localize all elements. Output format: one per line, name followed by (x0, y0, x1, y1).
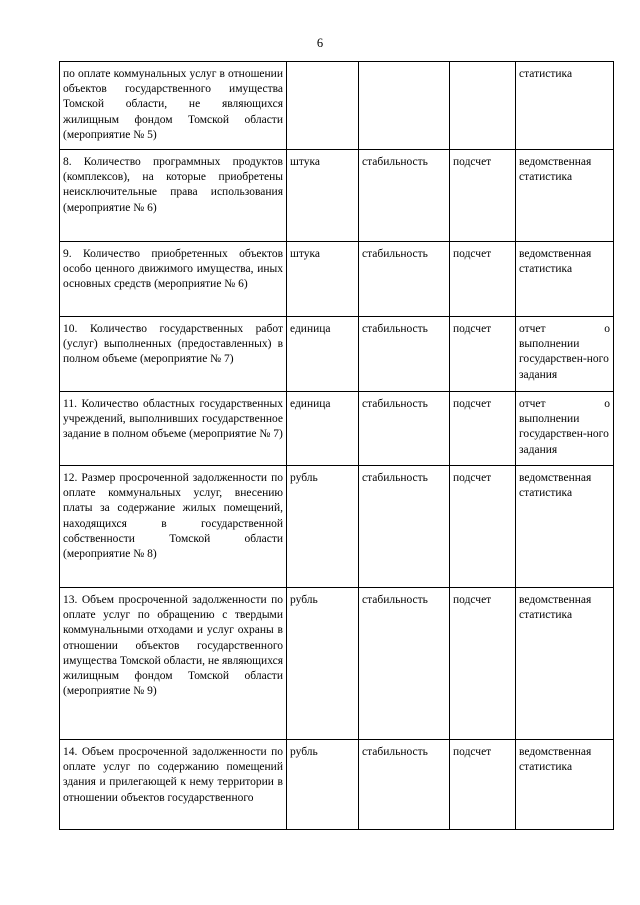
table-row (60, 150, 614, 242)
indicator-name-cell: по оплате коммунальных услуг в отношении объектов государственного имущества Томской области, не являющихся жилищным фондом Томской области (мероприятие № 5) (60, 62, 287, 150)
source-cell: ведомственная статистика (516, 242, 614, 317)
indicator-name-cell: 12. Размер просроченной задолженности по оплате коммунальных услуг, внесению платы за содержание жилых помещений, находящихся в государственной собственности Томской области (мероприятие № 8) (60, 466, 287, 588)
source-cell: статистика (516, 62, 614, 150)
source-cell: отчет о выполнении государствен-ного задания (516, 317, 614, 392)
method-cell: подсчет (450, 392, 516, 466)
method-cell: подсчет (450, 242, 516, 317)
method-cell: подсчет (450, 466, 516, 588)
dynamics-cell: стабильность (359, 392, 450, 466)
source-cell: ведомственная статистика (516, 466, 614, 588)
method-cell: подсчет (450, 740, 516, 830)
unit-cell (287, 62, 359, 150)
method-cell: подсчет (450, 317, 516, 392)
indicator-name-cell: 9. Количество приобретенных объектов особо ценного движимого имущества, иных основных средств (мероприятие № 6) (60, 242, 287, 317)
unit-cell: рубль (287, 588, 359, 740)
method-cell: подсчет (450, 588, 516, 740)
unit-cell: рубль (287, 740, 359, 830)
source-cell: отчет о выполнении государствен-ного задания (516, 392, 614, 466)
dynamics-cell (359, 62, 450, 150)
unit-cell: штука (287, 150, 359, 242)
dynamics-cell: стабильность (359, 466, 450, 588)
indicator-name-cell: 14. Объем просроченной задолженности по оплате услуг по содержанию помещений здания и прилегающей к нему территории в отношении объектов государственного (60, 740, 287, 830)
table-row (60, 588, 614, 740)
method-cell (450, 62, 516, 150)
unit-cell: штука (287, 242, 359, 317)
indicator-name-cell: 10. Количество государственных работ (услуг) выполненных (предоставленных) в полном объеме (мероприятие № 7) (60, 317, 287, 392)
table-row (60, 317, 614, 392)
table-row (60, 62, 614, 150)
indicator-name-cell: 13. Объем просроченной задолженности по оплате услуг по обращению с твердыми коммунальными отходами и услуг охраны в отношении объектов государственного имущества Томской области, не являющихся жилищным фондом Томской области (мероприятие № 9) (60, 588, 287, 740)
dynamics-cell: стабильность (359, 588, 450, 740)
table-row (60, 392, 614, 466)
table-row (60, 242, 614, 317)
unit-cell: единица (287, 317, 359, 392)
indicator-name-cell: 11. Количество областных государственных учреждений, выполнивших государственное задание в полном объеме (мероприятие № 7) (60, 392, 287, 466)
source-cell: ведомственная статистика (516, 740, 614, 830)
source-cell: ведомственная статистика (516, 588, 614, 740)
dynamics-cell: стабильность (359, 317, 450, 392)
source-cell: ведомственная статистика (516, 150, 614, 242)
table-row (60, 466, 614, 588)
unit-cell: рубль (287, 466, 359, 588)
dynamics-cell: стабильность (359, 242, 450, 317)
table-row (60, 740, 614, 830)
unit-cell: единица (287, 392, 359, 466)
dynamics-cell: стабильность (359, 150, 450, 242)
page-number: 6 (316, 36, 324, 50)
indicator-name-cell: 8. Количество программных продуктов (комплексов), на которые приобретены неисключительные права использования (мероприятие № 6) (60, 150, 287, 242)
dynamics-cell: стабильность (359, 740, 450, 830)
indicators-table (59, 61, 614, 830)
method-cell: подсчет (450, 150, 516, 242)
